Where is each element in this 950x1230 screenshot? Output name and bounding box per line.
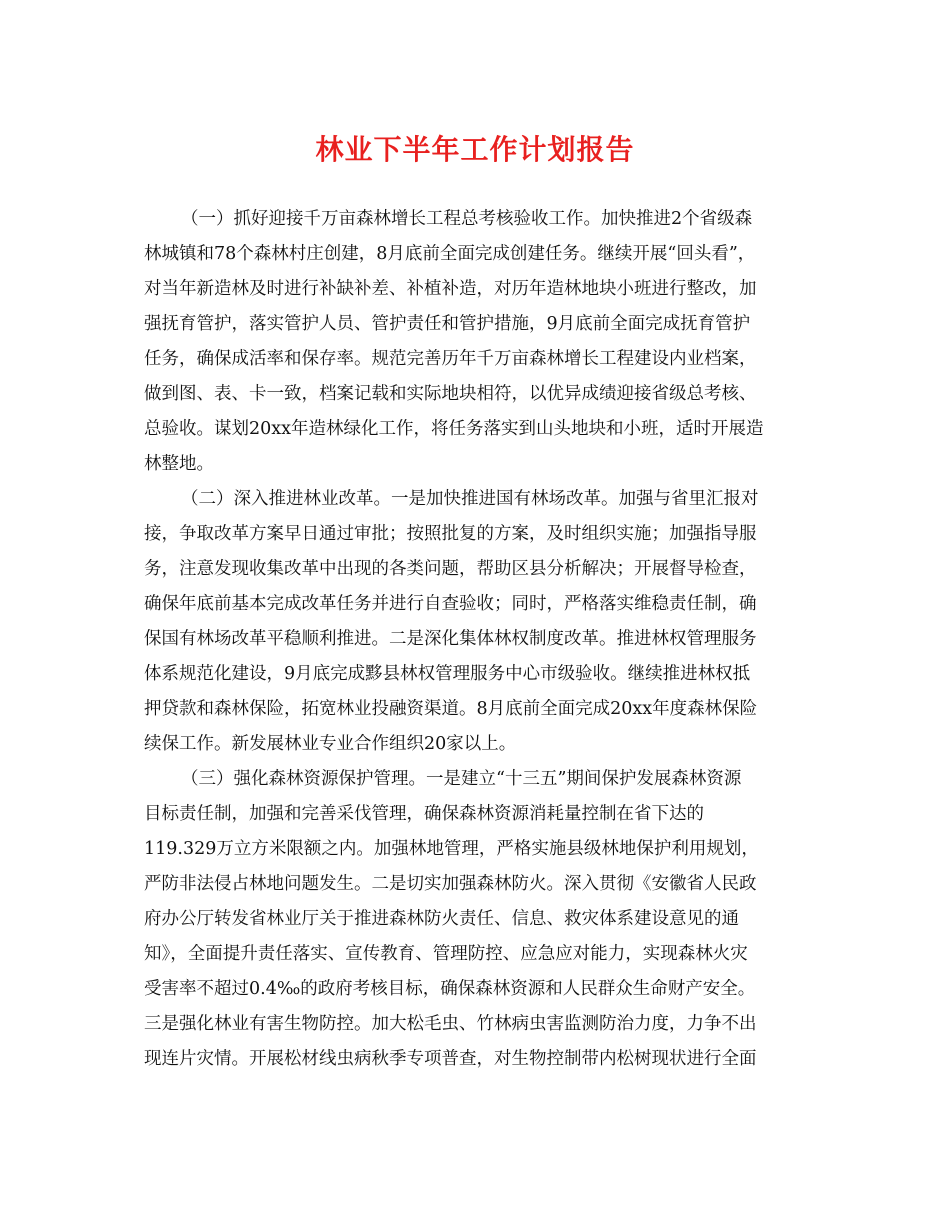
paragraph-line: 林整地。 xyxy=(144,454,214,474)
document-title: 林业下半年工作计划报告 xyxy=(315,133,635,166)
paragraph-line: 目标责任制，加强和完善采伐管理，确保森林资源消耗量控制在省下达的 xyxy=(144,804,704,824)
paragraph-line: 知》，全面提升责任落实、宣传教育、管理防控、应急应对能力，实现森林火灾 xyxy=(144,944,748,964)
paragraph-line: （二）深入推进林业改革。一是加快推进国有林场改革。加强与省里汇报对 xyxy=(181,489,759,509)
paragraph-line: 现连片灾情。开展松材线虫病秋季专项普查，对生物控制带内松树现状进行全面 xyxy=(144,1049,757,1069)
paragraph-line: 119.329万立方米限额之内。加强林地管理，严格实施县级林地保护利用规划， xyxy=(144,839,759,859)
paragraph-line: 强抚育管护，落实管护人员、管护责任和管护措施，9月底前全面完成抚育管护 xyxy=(144,314,751,334)
paragraph-line: 受害率不超过0.4‰的政府考核目标，确保森林资源和人民群众生命财产安全。 xyxy=(144,979,756,999)
paragraph-line: 做到图、表、卡一致，档案记载和实际地块相符，以优异成绩迎接省级总考核、 xyxy=(144,384,757,404)
paragraph-line: 押贷款和森林保险，拓宽林业投融资渠道。8月底前全面完成20xx年度森林保险 xyxy=(144,699,758,719)
paragraph-line: 任务，确保成活率和保存率。规范完善历年千万亩森林增长工程建设内业档案， xyxy=(144,349,757,369)
paragraph-line: （三）强化森林资源保护管理。一是建立“十三五”期间保护发展森林资源 xyxy=(181,769,742,789)
paragraph-line: 严防非法侵占林地问题发生。二是切实加强森林防火。深入贯彻《安徽省人民政 xyxy=(144,874,757,894)
paragraph-line: 林城镇和78个森林村庄创建，8月底前全面完成创建任务。继续开展“回头看”， xyxy=(144,244,756,264)
paragraph-line: 府办公厅转发省林业厅关于推进森林防火责任、信息、救灾体系建设意见的通 xyxy=(144,909,739,929)
paragraph-line: 体系规范化建设，9月底完成黟县林权管理服务中心市级验收。继续推进林权抵 xyxy=(144,664,751,684)
paragraph-line: 确保年底前基本完成改革任务并进行自查验收；同时，严格落实维稳责任制，确 xyxy=(144,594,757,614)
paragraph-line: 对当年新造林及时进行补缺补差、补植补造，对历年造林地块小班进行整改，加 xyxy=(144,279,757,299)
paragraph-line: 续保工作。新发展林业专业合作组织20家以上。 xyxy=(144,734,517,754)
paragraph-line: 总验收。谋划20xx年造林绿化工作，将任务落实到山头地块和小班，适时开展造 xyxy=(144,419,764,439)
paragraph-line: 三是强化林业有害生物防控。加大松毛虫、竹林病虫害监测防治力度，力争不出 xyxy=(144,1014,757,1034)
paragraph-line: 保国有林场改革平稳顺利推进。二是深化集体林权制度改革。推进林权管理服务 xyxy=(144,629,757,649)
paragraph-line: （一）抓好迎接千万亩森林增长工程总考核验收工作。加快推进2个省级森 xyxy=(181,209,753,229)
paragraph-line: 接，争取改革方案早日通过审批；按照批复的方案，及时组织实施；加强指导服 xyxy=(144,524,757,544)
paragraph-line: 务，注意发现收集改革中出现的各类问题，帮助区县分析解决；开展督导检查， xyxy=(144,559,757,579)
